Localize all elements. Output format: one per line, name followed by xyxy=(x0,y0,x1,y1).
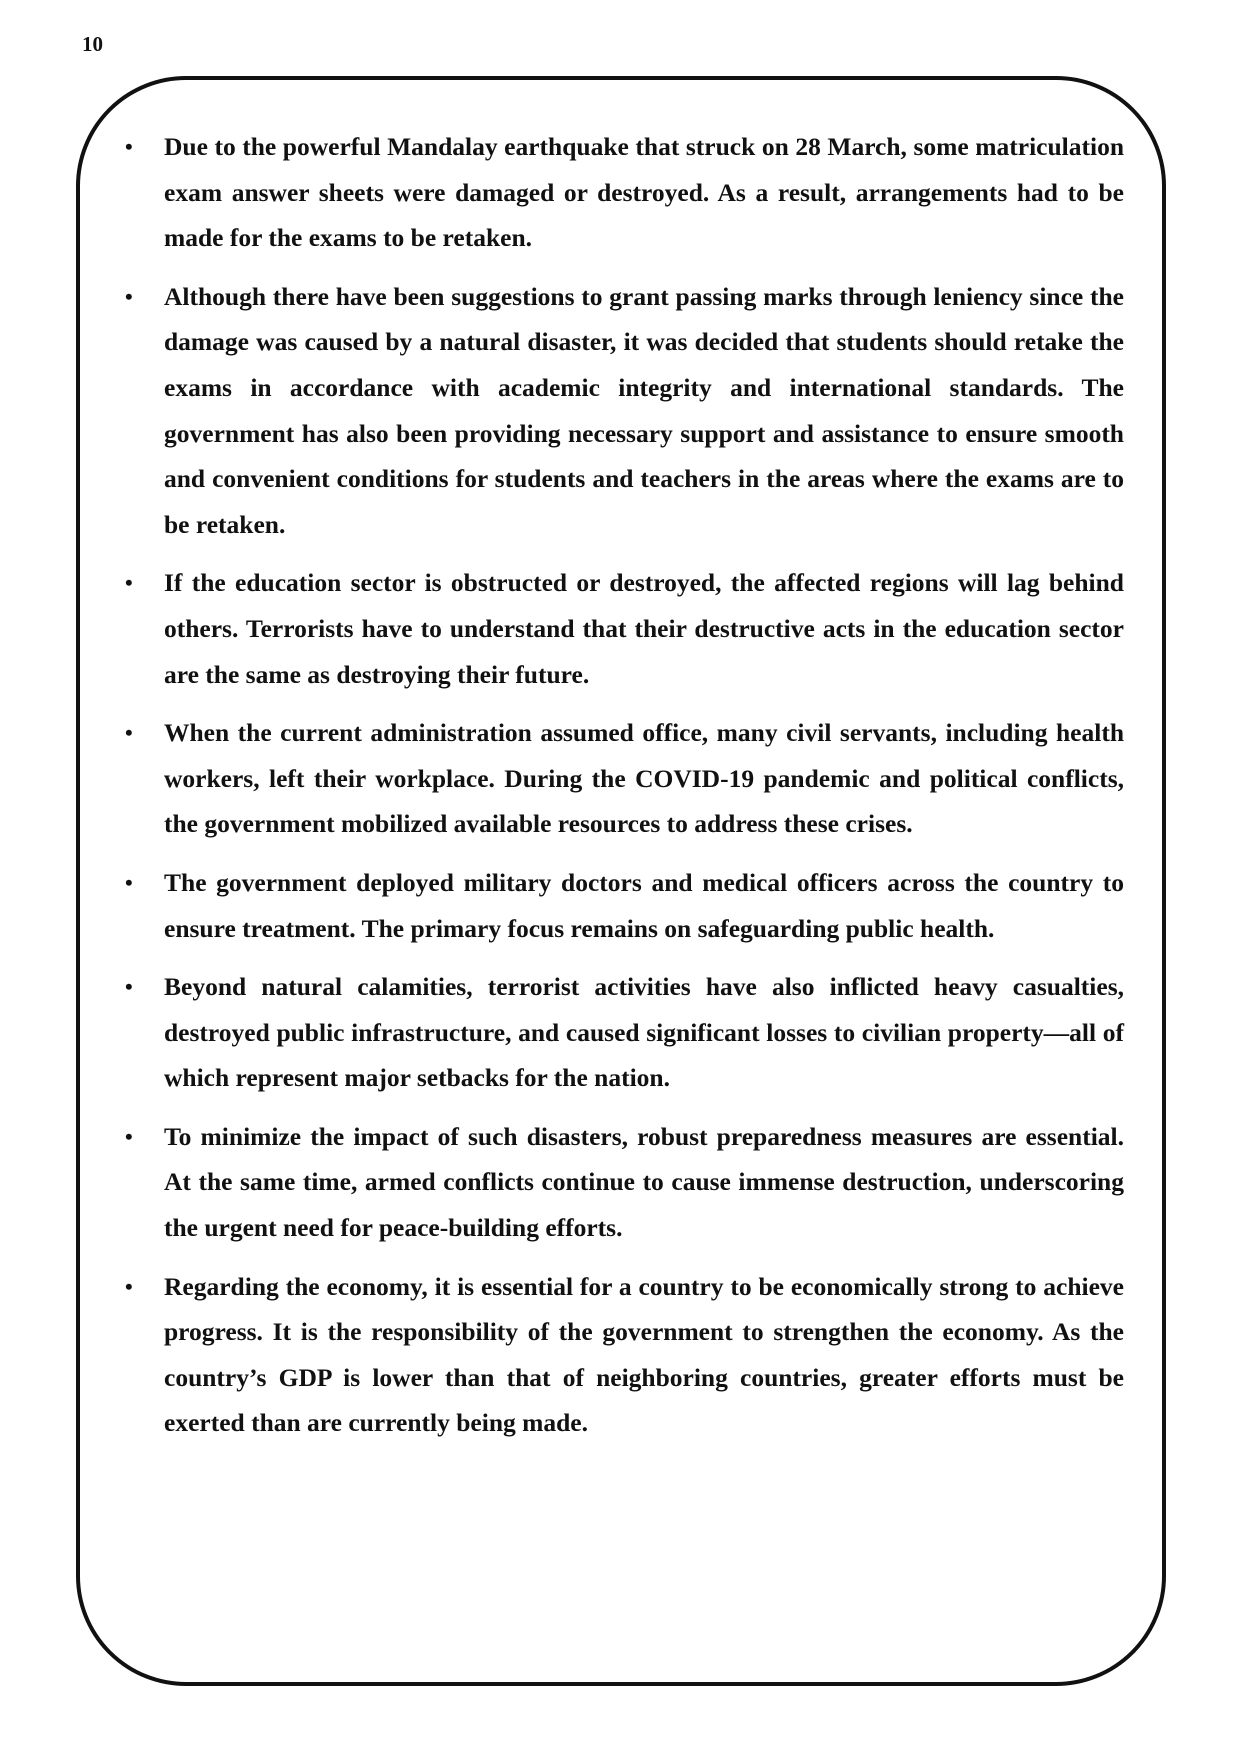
bullet-item-military-doctors xyxy=(118,860,1124,951)
bullet-item-earthquake-exams xyxy=(118,124,1124,261)
bullet-text: Beyond natural calamities, terrorist activities have also inflicted heavy casualties, destroyed public infrastructure, and caused significant losses to civilian property—all of which represent major setbacks for the nation. xyxy=(164,972,1124,1093)
bullet-text: The government deployed military doctors and medical officers across the country to ensure treatment. The primary focus remains on safeguarding public health. xyxy=(164,867,1124,943)
bullet-dot-icon: • xyxy=(125,720,133,746)
bullet-list xyxy=(118,124,1124,1459)
bullet-item-terrorist-activities xyxy=(118,964,1124,1101)
bullet-dot-icon: • xyxy=(125,869,133,895)
bullet-text: Due to the powerful Mandalay earthquake that struck on 28 March, some matriculation exam answer sheets were damaged or destroyed. As a result, arrangements had to be made for the exams to be retaken. xyxy=(164,132,1124,253)
bullet-text: When the current administration assumed office, many civil servants, including health workers, left their workplace. During the COVID-19 pandemic and political conflicts, the government mobilized available resources to address these crises. xyxy=(164,718,1124,839)
bullet-dot-icon: • xyxy=(125,283,133,309)
bullet-item-disaster-preparedness xyxy=(118,1114,1124,1251)
bullet-item-education-sector xyxy=(118,560,1124,697)
bullet-dot-icon: • xyxy=(125,1273,133,1299)
bullet-dot-icon: • xyxy=(125,1123,133,1149)
page-number: 10 xyxy=(82,32,103,56)
bullet-text: To minimize the impact of such disasters, robust preparedness measures are essential. At the same time, armed conflicts continue to cause immense destruction, underscoring the urgent need for peace-building efforts. xyxy=(164,1121,1124,1243)
bullet-item-economy xyxy=(118,1264,1124,1446)
bullet-text: If the education sector is obstructed or destroyed, the affected regions will lag behind others. Terrorists have to understand that their destructive acts in the education sector are the same as destroying their future. xyxy=(164,568,1124,689)
bullet-text: Although there have been suggestions to grant passing marks through leniency since the damage was caused by a natural disaster, it was decided that students should retake the exams in accordance with academic integrity and international standards. The government has also been providing necessary support and assistance to ensure smooth and convenient conditions for students and teachers in the areas where the exams are to be retaken. xyxy=(164,281,1124,539)
bullet-text: Regarding the economy, it is essential for a country to be economically strong to achieve progress. It is the responsibility of the government to strengthen the economy. As the country’s GDP is lower than that of neighboring countries, greater efforts must be exerted than are currently being made. xyxy=(164,1271,1124,1438)
bullet-dot-icon: • xyxy=(125,974,133,1000)
bullet-dot-icon: • xyxy=(125,570,133,596)
bullet-item-exam-retake-decision xyxy=(118,274,1124,548)
bullet-item-civil-servants xyxy=(118,710,1124,847)
bullet-dot-icon: • xyxy=(125,134,133,159)
